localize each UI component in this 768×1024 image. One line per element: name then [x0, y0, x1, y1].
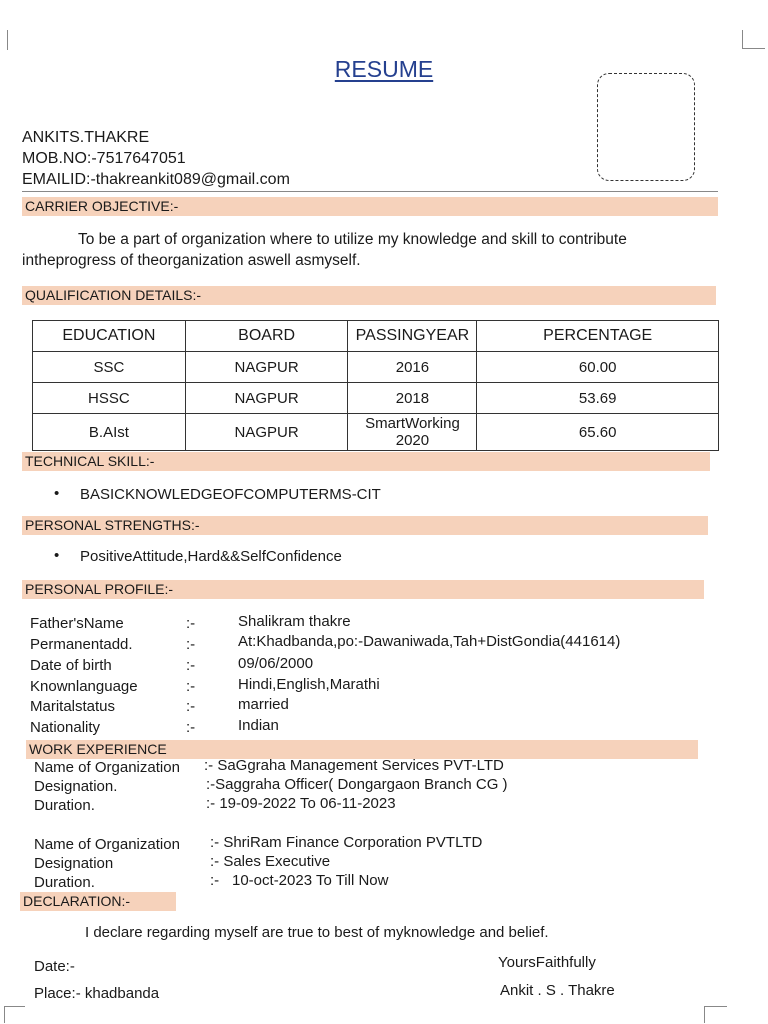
profile-separator: :- [186, 698, 196, 715]
photo-placeholder [597, 73, 695, 181]
table-cell: B.AIst [33, 414, 186, 451]
profile-label-marital: Maritalstatus [30, 698, 116, 715]
crop-mark-top-right [742, 30, 765, 49]
table-cell: NAGPUR [185, 414, 348, 451]
job1-org-label: Name of Organization [34, 759, 180, 776]
profile-separator: :- [186, 657, 196, 674]
section-heading-strengths: PERSONAL STRENGTHS:- [22, 516, 708, 535]
profile-label-dob: Date of birth [30, 657, 112, 674]
job2-designation-label: Designation [34, 855, 114, 872]
table-cell: HSSC [33, 383, 186, 414]
crop-mark-bottom-left [4, 1006, 25, 1023]
profile-label-address: Permanentadd. [30, 636, 133, 653]
table-cell: 53.69 [477, 383, 719, 414]
job2-duration-value: 10-oct-2023 To Till Now [232, 872, 389, 889]
table-cell: 60.00 [477, 352, 719, 383]
profile-value-dob: 09/06/2000 [238, 655, 314, 672]
signature-name: Ankit . S . Thakre [500, 982, 615, 999]
profile-separator: :- [186, 719, 196, 736]
job1-org-value: :- SaGgraha Management Services PVT-LTD [204, 757, 504, 774]
table-cell [348, 414, 477, 451]
objective-line-1: To be a part of organization where to utilize my knowledge and skill to contribute [78, 231, 627, 248]
profile-value-nationality: Indian [238, 717, 279, 734]
mobile-number: MOB.NO:-7517647051 [22, 150, 186, 167]
section-heading-personal-profile: PERSONAL PROFILE:- [22, 580, 704, 599]
table-cell: SSC [33, 352, 186, 383]
profile-label-nationality: Nationality [30, 719, 101, 736]
profile-separator: :- [186, 615, 196, 632]
job2-org-label: Name of Organization [34, 836, 180, 853]
crop-mark-top-left [7, 30, 8, 50]
table-row [33, 383, 719, 414]
profile-value-language: Hindi,English,Marathi [238, 676, 380, 693]
job1-duration-value: :- 19-09-2022 To 06-11-2023 [206, 795, 396, 812]
table-cell: NAGPUR [185, 383, 348, 414]
section-heading-qualification: QUALIFICATION DETAILS:- [22, 286, 716, 305]
objective-line-2: intheprogress of theorganization aswell asmyself. [22, 252, 361, 269]
declaration-text: I declare regarding myself are true to best of myknowledge and belief. [85, 924, 549, 941]
job2-duration-label: Duration. [34, 874, 95, 891]
column-header: BOARD [185, 321, 348, 352]
header-divider [22, 191, 718, 192]
profile-value-address: At:Khadbanda,po:-Dawaniwada,Tah+DistGondia(441614) [238, 633, 621, 650]
date-label: Date:- [34, 958, 75, 975]
place-label: Place:- khadbanda [34, 985, 160, 1002]
table-header-row [33, 321, 719, 352]
job2-designation-value: :- Sales Executive [210, 853, 331, 870]
passing-year-line-1: SmartWorking [365, 415, 460, 432]
section-heading-declaration: DECLARATION:- [20, 892, 176, 911]
job1-designation-label: Designation. [34, 778, 118, 795]
profile-value-marital: married [238, 696, 289, 713]
qualification-table [32, 320, 719, 451]
crop-mark-bottom-right [704, 1006, 727, 1023]
email-address: EMAILID:-thakreankit089@gmail.com [22, 171, 290, 188]
job2-org-value: :- ShriRam Finance Corporation PVTLTD [210, 834, 483, 851]
table-row [33, 414, 719, 451]
table-cell: 2018 [348, 383, 477, 414]
profile-label-father: Father'sName [30, 615, 124, 632]
section-heading-technical-skill: TECHNICAL SKILL:- [22, 452, 710, 471]
table-cell: 65.60 [477, 414, 719, 451]
profile-label-language: Knownlanguage [30, 678, 138, 695]
closing-text: YoursFaithfully [498, 954, 596, 971]
section-heading-work-experience: WORK EXPERIENCE [26, 740, 698, 759]
column-header: PASSINGYEAR [348, 321, 477, 352]
column-header: PERCENTAGE [477, 321, 719, 352]
page-title: RESUME [334, 56, 434, 82]
passing-year-line-2: 2020 [395, 432, 430, 449]
profile-value-father: Shalikram thakre [238, 613, 351, 630]
job1-designation-value: :-Saggraha Officer( Dongargaon Branch CG ) [206, 776, 508, 793]
job2-duration-separator: :- [210, 872, 220, 889]
technical-skill-item: • BASICKNOWLEDGEOFCOMPUTERMS-CIT [80, 486, 381, 503]
table-cell: NAGPUR [185, 352, 348, 383]
job1-duration-label: Duration. [34, 797, 95, 814]
table-row [33, 352, 719, 383]
column-header: EDUCATION [33, 321, 186, 352]
table-cell: 2016 [348, 352, 477, 383]
section-heading-objective: CARRIER OBJECTIVE:- [22, 197, 718, 216]
profile-separator: :- [186, 636, 196, 653]
profile-separator: :- [186, 678, 196, 695]
candidate-name: ANKITS.THAKRE [22, 129, 150, 146]
strength-item: • PositiveAttitude,Hard&&SelfConfidence [80, 548, 342, 565]
